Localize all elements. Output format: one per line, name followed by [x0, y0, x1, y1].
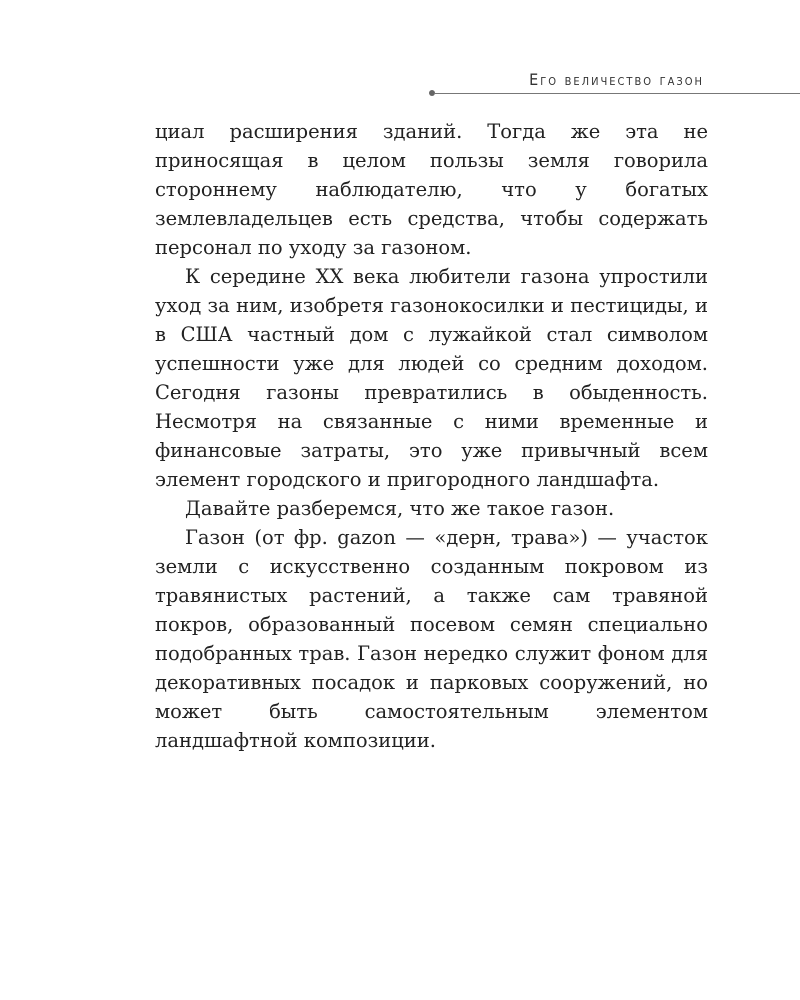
running-title: Его величество газон	[529, 70, 704, 89]
body-text	[155, 117, 708, 755]
paragraph-3: Давайте разберемся, что же такое газон.	[185, 497, 615, 520]
header-rule	[434, 93, 800, 94]
paragraph-1: циал расширения зданий. Тогда же эта не приносящая в целом пользы земля говорила стороннему наблюдателю, что у богатых землевладельцев есть средства, чтобы содержать персонал по уходу за газоном.	[155, 120, 708, 259]
paragraph-2: К середине XX века любители газона упростили уход за ним, изобретя газонокосилки и пестициды, и в США частный дом с лужайкой стал символом успешности уже для людей со средним доходом. Сегодня газоны превратились в обыденность. Несмотря на связанные с ними временные и финансовые затраты, это уже привычный всем элемент городского и пригородного ландшафта.	[155, 265, 708, 491]
paragraph-4: Газон (от фр. gazon — «дерн, трава») — участок земли с искусственно созданным покровом из травянистых растений, а также сам травяной покров, образованный посевом семян специально подобранных трав. Газон нередко служит фоном для декоративных посадок и парковых сооружений, но может быть самостоятельным элементом ландшафтной композиции.	[155, 526, 708, 752]
